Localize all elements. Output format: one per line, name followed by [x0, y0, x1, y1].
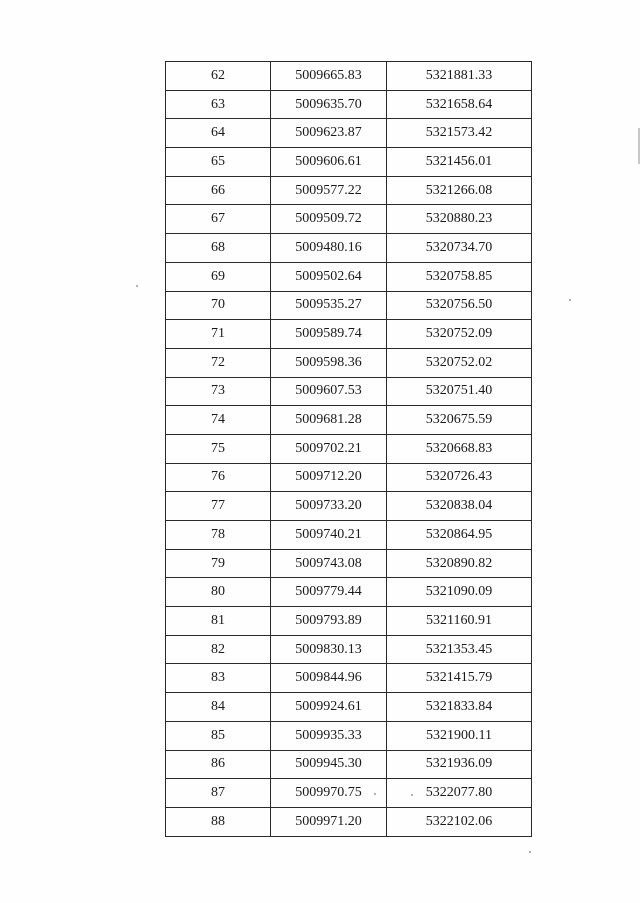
x-coordinate: 5009733.20 [271, 492, 387, 521]
y-coordinate: 5320751.40 [387, 377, 532, 406]
point-number: 79 [166, 549, 271, 578]
x-coordinate: 5009935.33 [271, 721, 387, 750]
point-number: 83 [166, 664, 271, 693]
y-coordinate: 5320838.04 [387, 492, 532, 521]
x-coordinate: 5009502.64 [271, 262, 387, 291]
scan-speck [529, 851, 531, 853]
point-number: 78 [166, 521, 271, 550]
x-coordinate: 5009830.13 [271, 635, 387, 664]
y-coordinate: 5321936.09 [387, 750, 532, 779]
scan-speck [374, 793, 376, 795]
point-number: 82 [166, 635, 271, 664]
x-coordinate: 5009740.21 [271, 521, 387, 550]
x-coordinate: 5009971.20 [271, 807, 387, 836]
point-number: 68 [166, 234, 271, 263]
table-row [166, 320, 532, 349]
table-row [166, 463, 532, 492]
scan-speck [136, 285, 138, 287]
y-coordinate: 5322102.06 [387, 807, 532, 836]
x-coordinate: 5009970.75 [271, 779, 387, 808]
table-row [166, 205, 532, 234]
x-coordinate: 5009607.53 [271, 377, 387, 406]
x-coordinate: 5009779.44 [271, 578, 387, 607]
y-coordinate: 5321353.45 [387, 635, 532, 664]
y-coordinate: 5321833.84 [387, 693, 532, 722]
table-row [166, 62, 532, 91]
table-row [166, 148, 532, 177]
y-coordinate: 5320734.70 [387, 234, 532, 263]
x-coordinate: 5009793.89 [271, 607, 387, 636]
x-coordinate: 5009712.20 [271, 463, 387, 492]
y-coordinate: 5320758.85 [387, 262, 532, 291]
point-number: 75 [166, 434, 271, 463]
y-coordinate: 5322077.80 [387, 779, 532, 808]
point-number: 87 [166, 779, 271, 808]
y-coordinate: 5320756.50 [387, 291, 532, 320]
table-row [166, 664, 532, 693]
y-coordinate: 5321415.79 [387, 664, 532, 693]
point-number: 74 [166, 406, 271, 435]
table-row [166, 492, 532, 521]
table-row [166, 90, 532, 119]
y-coordinate: 5320880.23 [387, 205, 532, 234]
point-number: 65 [166, 148, 271, 177]
table-row [166, 607, 532, 636]
point-number: 73 [166, 377, 271, 406]
point-number: 63 [166, 90, 271, 119]
point-number: 80 [166, 578, 271, 607]
x-coordinate: 5009598.36 [271, 348, 387, 377]
scan-speck [411, 794, 413, 796]
y-coordinate: 5320675.59 [387, 406, 532, 435]
table-row [166, 234, 532, 263]
x-coordinate: 5009702.21 [271, 434, 387, 463]
table-row [166, 549, 532, 578]
point-number: 86 [166, 750, 271, 779]
scan-speck [569, 299, 571, 301]
table-row [166, 721, 532, 750]
y-coordinate: 5320890.82 [387, 549, 532, 578]
x-coordinate: 5009577.22 [271, 176, 387, 205]
point-number: 66 [166, 176, 271, 205]
x-coordinate: 5009924.61 [271, 693, 387, 722]
point-number: 84 [166, 693, 271, 722]
coordinate-table-body [166, 62, 532, 837]
point-number: 81 [166, 607, 271, 636]
table-row [166, 262, 532, 291]
y-coordinate: 5321900.11 [387, 721, 532, 750]
y-coordinate: 5320752.09 [387, 320, 532, 349]
point-number: 62 [166, 62, 271, 91]
x-coordinate: 5009945.30 [271, 750, 387, 779]
table-row [166, 434, 532, 463]
point-number: 77 [166, 492, 271, 521]
point-number: 85 [166, 721, 271, 750]
table-row [166, 693, 532, 722]
table-row [166, 807, 532, 836]
coordinate-table [165, 61, 532, 837]
table-row [166, 119, 532, 148]
x-coordinate: 5009623.87 [271, 119, 387, 148]
y-coordinate: 5320752.02 [387, 348, 532, 377]
y-coordinate: 5321881.33 [387, 62, 532, 91]
x-coordinate: 5009743.08 [271, 549, 387, 578]
x-coordinate: 5009535.27 [271, 291, 387, 320]
y-coordinate: 5321658.64 [387, 90, 532, 119]
table-row [166, 406, 532, 435]
point-number: 71 [166, 320, 271, 349]
table-row [166, 750, 532, 779]
table-row [166, 635, 532, 664]
table-row [166, 578, 532, 607]
y-coordinate: 5320726.43 [387, 463, 532, 492]
y-coordinate: 5321090.09 [387, 578, 532, 607]
y-coordinate: 5320668.83 [387, 434, 532, 463]
y-coordinate: 5321456.01 [387, 148, 532, 177]
point-number: 69 [166, 262, 271, 291]
y-coordinate: 5321266.08 [387, 176, 532, 205]
point-number: 72 [166, 348, 271, 377]
x-coordinate: 5009665.83 [271, 62, 387, 91]
point-number: 64 [166, 119, 271, 148]
table-row [166, 291, 532, 320]
x-coordinate: 5009844.96 [271, 664, 387, 693]
x-coordinate: 5009480.16 [271, 234, 387, 263]
table-row [166, 521, 532, 550]
y-coordinate: 5321160.91 [387, 607, 532, 636]
table-row [166, 377, 532, 406]
point-number: 88 [166, 807, 271, 836]
x-coordinate: 5009509.72 [271, 205, 387, 234]
point-number: 67 [166, 205, 271, 234]
y-coordinate: 5320864.95 [387, 521, 532, 550]
table-row [166, 779, 532, 808]
x-coordinate: 5009589.74 [271, 320, 387, 349]
x-coordinate: 5009606.61 [271, 148, 387, 177]
x-coordinate: 5009635.70 [271, 90, 387, 119]
x-coordinate: 5009681.28 [271, 406, 387, 435]
point-number: 70 [166, 291, 271, 320]
table-row [166, 176, 532, 205]
y-coordinate: 5321573.42 [387, 119, 532, 148]
table-row [166, 348, 532, 377]
point-number: 76 [166, 463, 271, 492]
